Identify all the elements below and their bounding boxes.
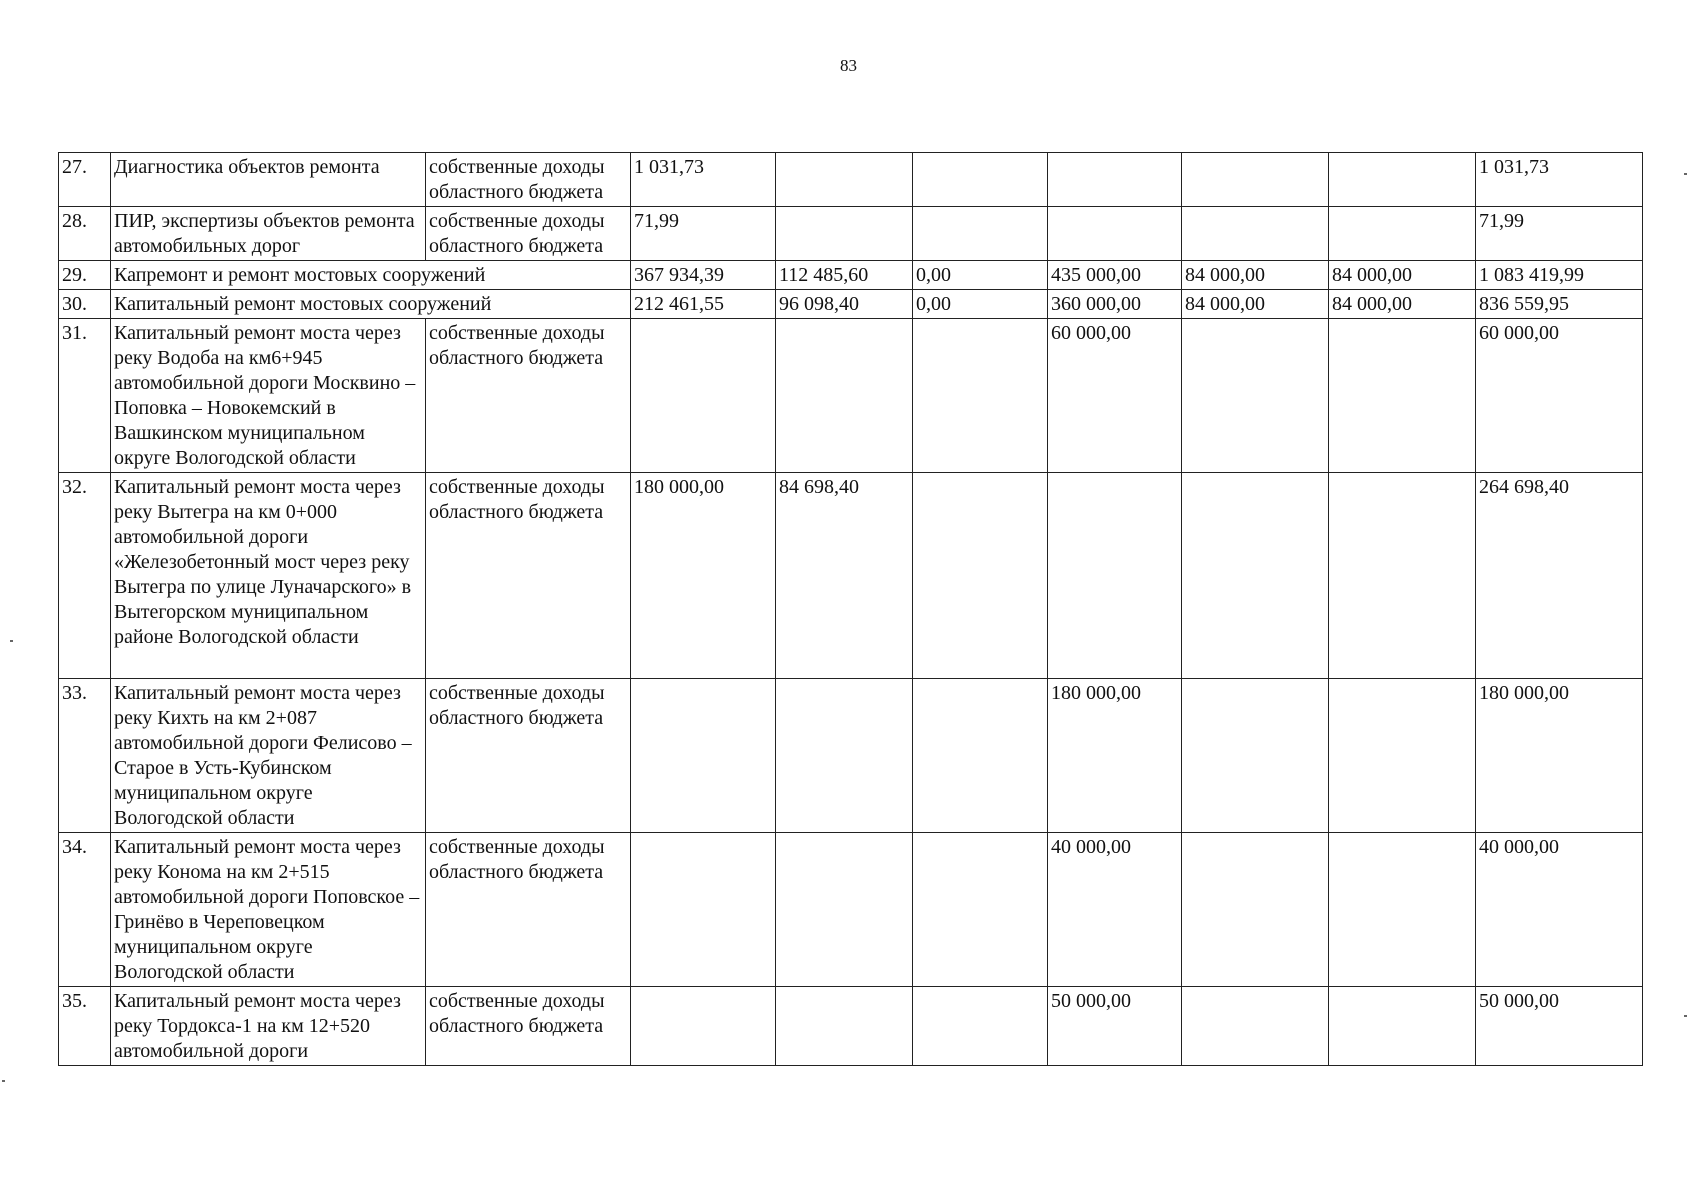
value-cell <box>631 833 776 987</box>
value-cell <box>776 833 913 987</box>
value-cell <box>913 473 1048 679</box>
value-cell <box>776 207 913 261</box>
table-row <box>59 319 1643 473</box>
value-cell: 435 000,00 <box>1048 261 1182 290</box>
row-number: 33. <box>59 679 111 833</box>
table-row <box>59 153 1643 207</box>
total-cell: 264 698,40 <box>1476 473 1643 679</box>
budget-table <box>58 152 1643 1066</box>
value-cell: 50 000,00 <box>1048 987 1182 1066</box>
funding-source: собственные доходы областного бюджета <box>426 207 631 261</box>
value-cell: 180 000,00 <box>631 473 776 679</box>
value-cell: 1 031,73 <box>631 153 776 207</box>
total-cell: 71,99 <box>1476 207 1643 261</box>
scan-speck <box>1684 1015 1687 1017</box>
value-cell: 84 000,00 <box>1329 261 1476 290</box>
funding-source: собственные доходы областного бюджета <box>426 679 631 833</box>
value-cell <box>1329 833 1476 987</box>
value-cell: 360 000,00 <box>1048 290 1182 319</box>
value-cell <box>1329 319 1476 473</box>
row-number: 29. <box>59 261 111 290</box>
funding-source: собственные доходы областного бюджета <box>426 153 631 207</box>
item-name: Капитальный ремонт моста через реку Кихть на км 2+087 автомобильной дороги Фелисово – Старое в Усть-Кубинском муниципальном округе Вологодской области <box>111 679 426 833</box>
table-row <box>59 290 1643 319</box>
table-row <box>59 207 1643 261</box>
value-cell: 367 934,39 <box>631 261 776 290</box>
value-cell: 0,00 <box>913 290 1048 319</box>
total-cell: 1 083 419,99 <box>1476 261 1643 290</box>
table-row <box>59 833 1643 987</box>
row-number: 27. <box>59 153 111 207</box>
value-cell: 84 000,00 <box>1182 290 1329 319</box>
value-cell <box>1048 473 1182 679</box>
value-cell: 84 698,40 <box>776 473 913 679</box>
value-cell <box>631 987 776 1066</box>
value-cell <box>913 987 1048 1066</box>
row-number: 35. <box>59 987 111 1066</box>
funding-source: собственные доходы областного бюджета <box>426 473 631 679</box>
total-cell: 836 559,95 <box>1476 290 1643 319</box>
row-number: 32. <box>59 473 111 679</box>
value-cell <box>1329 679 1476 833</box>
value-cell <box>776 987 913 1066</box>
table-row <box>59 473 1643 679</box>
funding-source: собственные доходы областного бюджета <box>426 987 631 1066</box>
value-cell: 84 000,00 <box>1329 290 1476 319</box>
item-name: Капитальный ремонт моста через реку Тордокса-1 на км 12+520 автомобильной дороги <box>111 987 426 1066</box>
total-cell: 40 000,00 <box>1476 833 1643 987</box>
page-number: 83 <box>840 56 857 75</box>
value-cell <box>1329 473 1476 679</box>
value-cell: 0,00 <box>913 261 1048 290</box>
total-cell: 50 000,00 <box>1476 987 1643 1066</box>
row-number: 34. <box>59 833 111 987</box>
scan-speck <box>2 1080 5 1082</box>
value-cell <box>1182 833 1329 987</box>
value-cell <box>1182 987 1329 1066</box>
item-name: Капитальный ремонт моста через реку Водоба на км6+945 автомобильной дороги Москвино – Поповка – Новокемский в Вашкинском муниципальном округе Вологодской области <box>111 319 426 473</box>
value-cell: 84 000,00 <box>1182 261 1329 290</box>
item-name: Капитальный ремонт моста через реку Вытегра на км 0+000 автомобильной дороги «Железобетонный мост через реку Вытегра по улице Луначарского» в Вытегорском муниципальном районе Вологодской области <box>111 473 426 679</box>
value-cell: 71,99 <box>631 207 776 261</box>
funding-source: собственные доходы областного бюджета <box>426 319 631 473</box>
value-cell <box>631 319 776 473</box>
value-cell <box>1329 207 1476 261</box>
item-name: Капитальный ремонт мостовых сооружений <box>111 290 631 319</box>
item-name: Капремонт и ремонт мостовых сооружений <box>111 261 631 290</box>
value-cell <box>1182 473 1329 679</box>
scan-speck <box>10 640 13 642</box>
row-number: 28. <box>59 207 111 261</box>
value-cell <box>1329 153 1476 207</box>
total-cell: 60 000,00 <box>1476 319 1643 473</box>
value-cell: 180 000,00 <box>1048 679 1182 833</box>
total-cell: 1 031,73 <box>1476 153 1643 207</box>
value-cell <box>1182 679 1329 833</box>
value-cell: 60 000,00 <box>1048 319 1182 473</box>
value-cell <box>776 153 913 207</box>
value-cell: 212 461,55 <box>631 290 776 319</box>
value-cell <box>913 153 1048 207</box>
table-row <box>59 679 1643 833</box>
value-cell <box>913 679 1048 833</box>
total-cell: 180 000,00 <box>1476 679 1643 833</box>
value-cell <box>1182 153 1329 207</box>
value-cell <box>1182 207 1329 261</box>
item-name: ПИР, экспертизы объектов ремонта автомобильных дорог <box>111 207 426 261</box>
value-cell: 112 485,60 <box>776 261 913 290</box>
row-number: 30. <box>59 290 111 319</box>
value-cell <box>631 679 776 833</box>
item-name: Диагностика объектов ремонта <box>111 153 426 207</box>
value-cell <box>1329 987 1476 1066</box>
value-cell <box>1182 319 1329 473</box>
value-cell <box>913 833 1048 987</box>
value-cell <box>913 319 1048 473</box>
table-row <box>59 987 1643 1066</box>
funding-source: собственные доходы областного бюджета <box>426 833 631 987</box>
value-cell: 96 098,40 <box>776 290 913 319</box>
row-number: 31. <box>59 319 111 473</box>
value-cell <box>1048 207 1182 261</box>
table-row <box>59 261 1643 290</box>
value-cell: 40 000,00 <box>1048 833 1182 987</box>
item-name: Капитальный ремонт моста через реку Конома на км 2+515 автомобильной дороги Поповское – Гринёво в Череповецком муниципальном округе Вологодской области <box>111 833 426 987</box>
scan-speck <box>1684 173 1687 175</box>
value-cell <box>776 679 913 833</box>
value-cell <box>913 207 1048 261</box>
value-cell <box>1048 153 1182 207</box>
value-cell <box>776 319 913 473</box>
